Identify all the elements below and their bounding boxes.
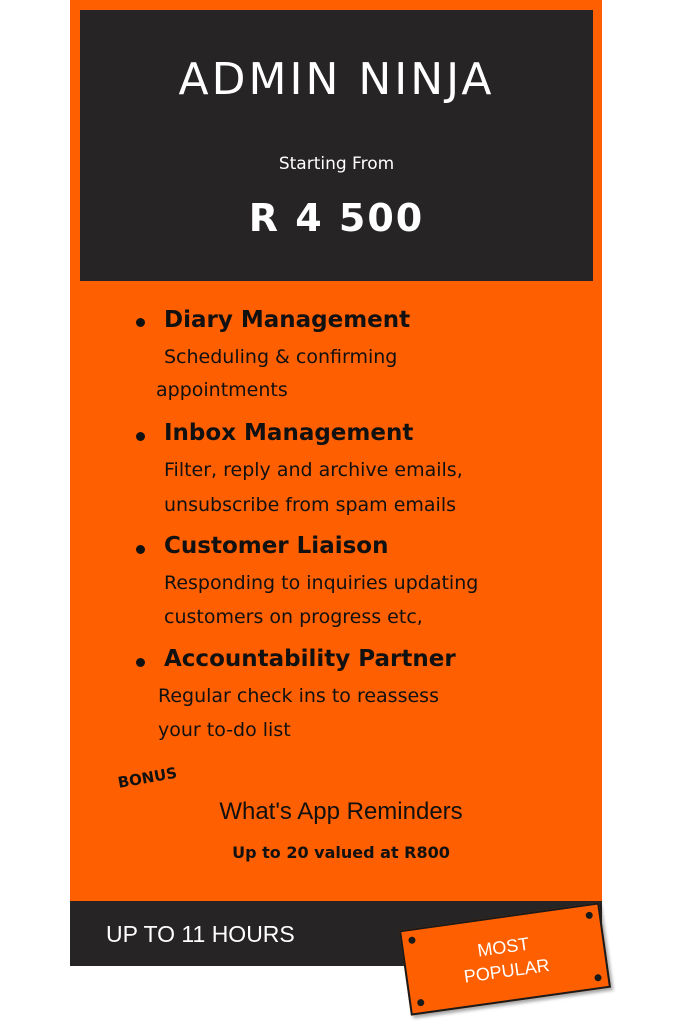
feature-desc-line: your to-do list bbox=[158, 719, 291, 741]
feature-desc-line: unsubscribe from spam emails bbox=[164, 494, 457, 516]
feature-desc-line: appointments bbox=[156, 379, 288, 401]
bonus-tag: BONUS bbox=[116, 763, 179, 792]
badge-line-2: POPULAR bbox=[462, 954, 551, 987]
feature-title-customer: Customer Liaison bbox=[164, 533, 389, 559]
rivet-icon bbox=[408, 936, 416, 944]
rivet-icon bbox=[417, 999, 425, 1007]
badge-line-1: MOST bbox=[476, 933, 531, 961]
feature-desc-line: Scheduling & confirming bbox=[164, 346, 398, 368]
rivet-icon bbox=[594, 974, 602, 982]
rivet-icon bbox=[585, 911, 593, 919]
feature-desc-line: customers on progress etc, bbox=[164, 606, 423, 628]
feature-desc-line: Responding to inquiries updating bbox=[164, 572, 479, 594]
feature-desc-line: Regular check ins to reassess bbox=[158, 685, 439, 707]
bullet-icon bbox=[136, 658, 145, 667]
bullet-icon bbox=[136, 432, 145, 441]
hours-label: UP TO 11 HOURS bbox=[106, 921, 295, 947]
starting-from-label: Starting From bbox=[278, 154, 395, 174]
feature-desc-line: Filter, reply and archive emails, bbox=[164, 459, 463, 481]
bullet-icon bbox=[136, 318, 145, 327]
feature-title-accountability: Accountability Partner bbox=[164, 646, 456, 672]
bonus-subtitle: Up to 20 valued at R800 bbox=[232, 843, 450, 862]
feature-title-diary: Diary Management bbox=[164, 307, 411, 333]
bonus-title: What's App Reminders bbox=[219, 798, 463, 825]
package-price: R 4 500 bbox=[248, 196, 425, 240]
package-title: ADMIN NINJA bbox=[178, 54, 495, 105]
feature-title-inbox: Inbox Management bbox=[164, 420, 414, 446]
pricing-header bbox=[80, 10, 593, 281]
bullet-icon bbox=[136, 545, 145, 554]
